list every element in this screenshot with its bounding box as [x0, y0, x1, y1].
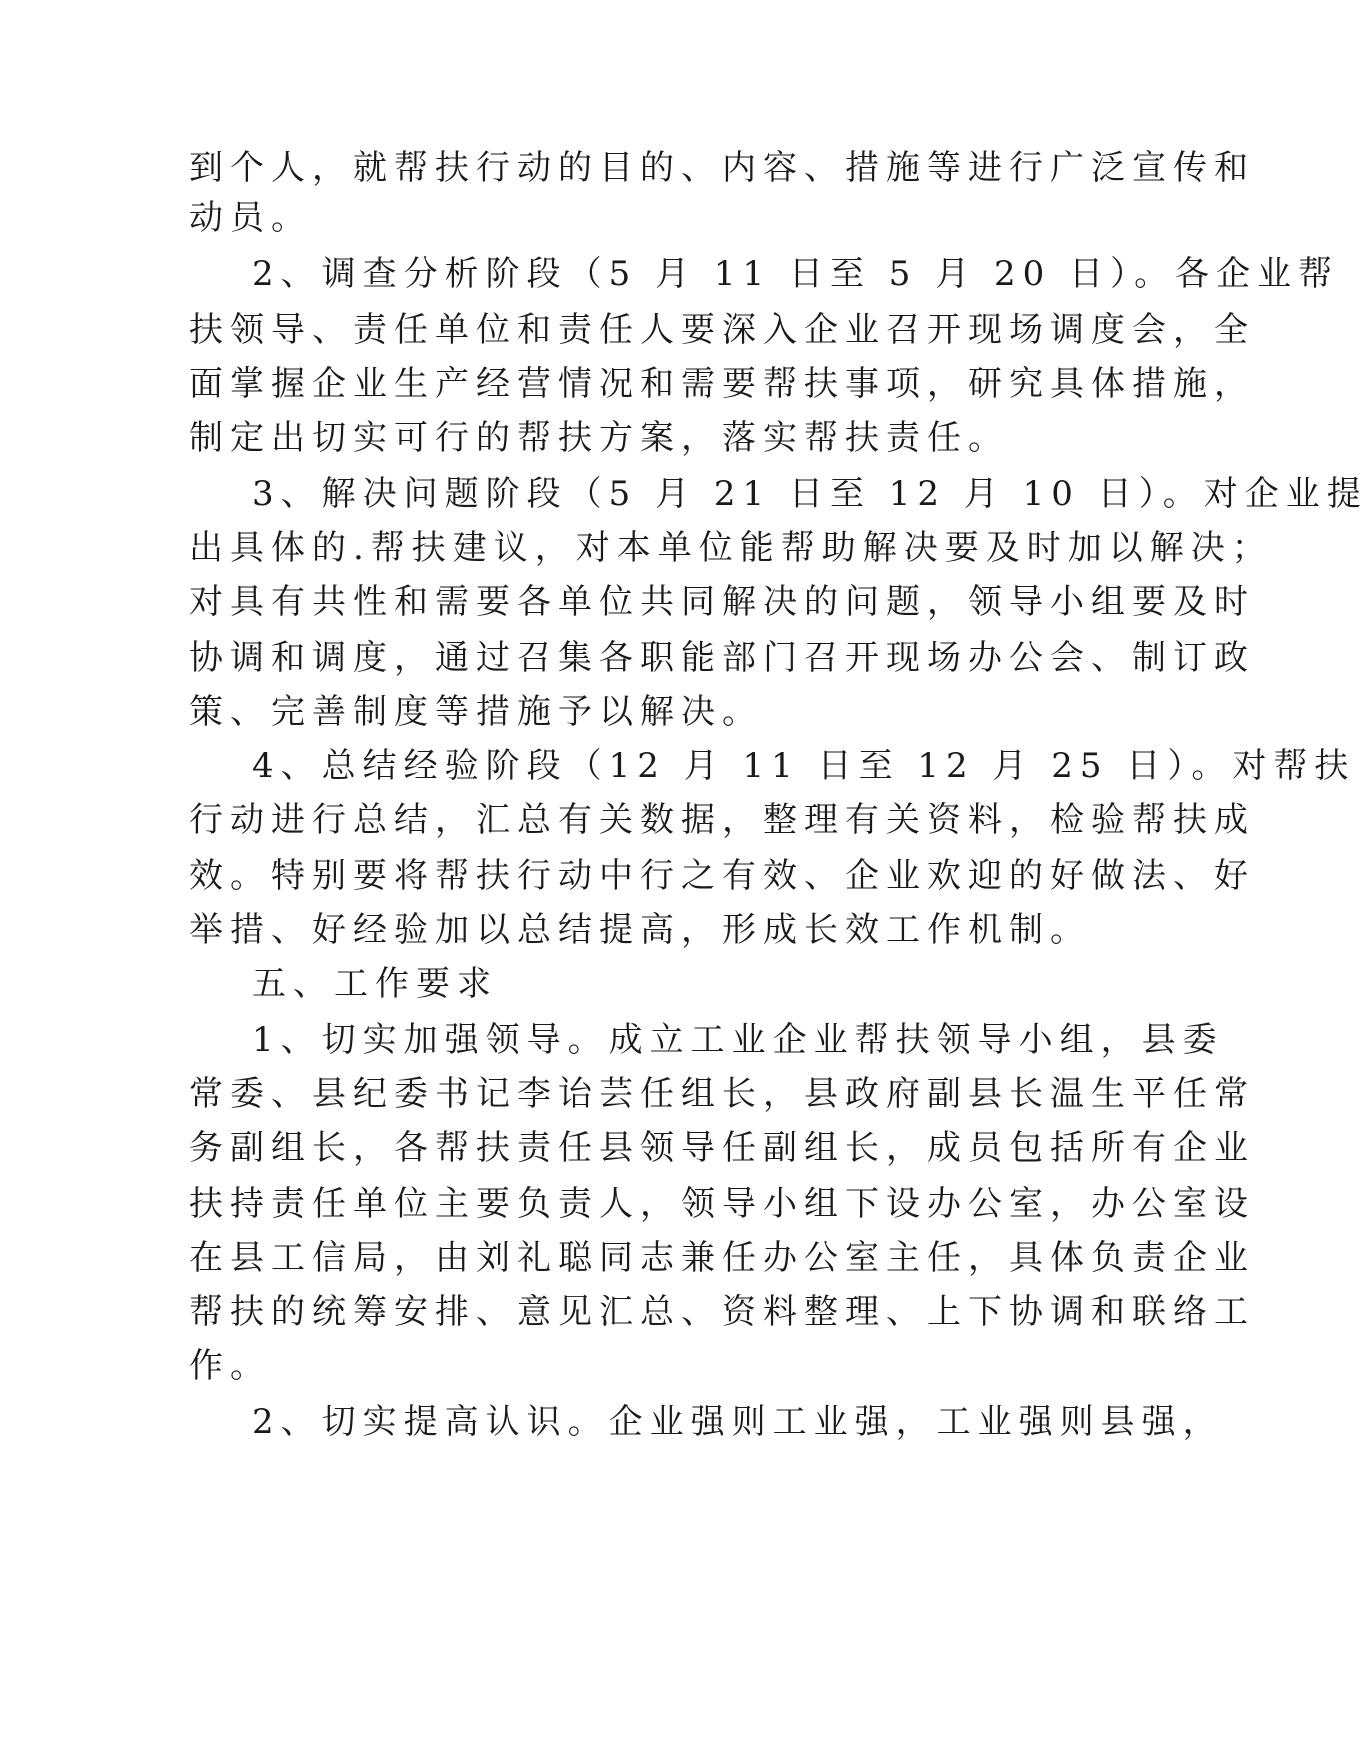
text-line: 务副组长，各帮扶责任县领导任副组长，成员包括所有企业	[189, 1128, 1255, 1168]
text-line: 扶持责任单位主要负责人，领导小组下设办公室，办公室设	[189, 1184, 1255, 1224]
text-line: 策、完善制度等措施予以解决。	[189, 692, 763, 732]
text-line: 制定出切实可行的帮扶方案，落实帮扶责任。	[189, 418, 1009, 458]
text-line: 行动进行总结，汇总有关数据，整理有关资料，检验帮扶成	[189, 800, 1255, 840]
text-line: 常委、县纪委书记李诒芸任组长，县政府副县长温生平任常	[189, 1074, 1255, 1114]
text-line: 面掌握企业生产经营情况和需要帮扶事项，研究具体措施，	[189, 364, 1255, 404]
text-line: 动员。	[189, 198, 312, 238]
text-line: 扶领导、责任单位和责任人要深入企业召开现场调度会，全	[189, 310, 1255, 350]
text-line: 出具体的.帮扶建议，对本单位能帮助解决要及时加以解决；	[189, 528, 1273, 568]
text-line: 对具有共性和需要各单位共同解决的问题，领导小组要及时	[189, 582, 1255, 622]
text-line: 协调和调度，通过召集各职能部门召开现场办公会、制订政	[189, 638, 1255, 678]
text-line: 作。	[189, 1346, 271, 1386]
text-line: 2、调查分析阶段（5 月 11 日至 5 月 20 日）。各企业帮	[252, 254, 1340, 294]
text-line: 效。特别要将帮扶行动中行之有效、企业欢迎的好做法、好	[189, 856, 1255, 896]
text-line: 3、解决问题阶段（5 月 21 日至 12 月 10 日）。对企业提	[252, 474, 1368, 514]
section-heading: 五、工作要求	[252, 964, 498, 1004]
text-line: 帮扶的统筹安排、意见汇总、资料整理、上下协调和联络工	[189, 1292, 1255, 1332]
text-line: 举措、好经验加以总结提高，形成长效工作机制。	[189, 910, 1091, 950]
text-line: 到个人，就帮扶行动的目的、内容、措施等进行广泛宣传和	[189, 148, 1255, 188]
text-line: 在县工信局，由刘礼聪同志兼任办公室主任，具体负责企业	[189, 1238, 1255, 1278]
text-line: 2、切实提高认识。企业强则工业强，工业强则县强，	[252, 1402, 1224, 1442]
text-line: 4、总结经验阶段（12 月 11 日至 12 月 25 日）。对帮扶	[252, 746, 1356, 786]
text-line: 1、切实加强领导。成立工业企业帮扶领导小组，县委	[252, 1020, 1224, 1060]
